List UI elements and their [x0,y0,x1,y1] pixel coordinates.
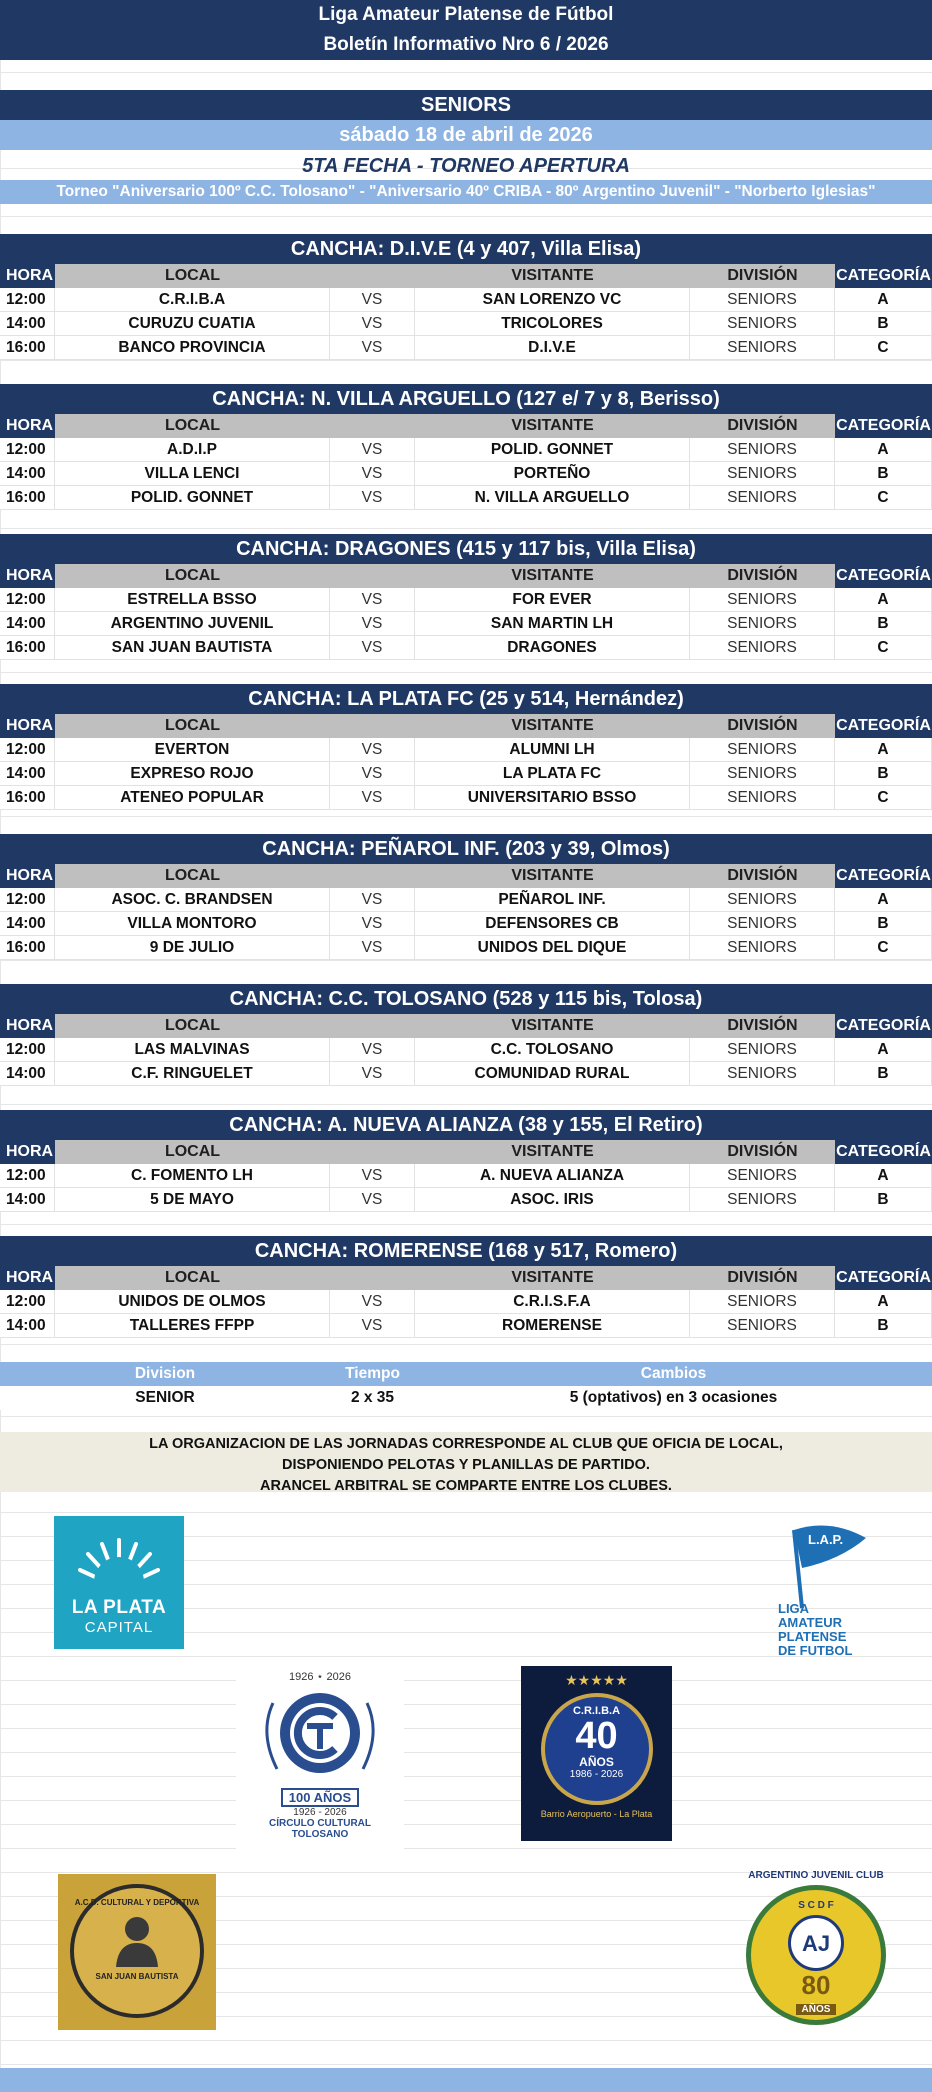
venue-title: CANCHA: A. NUEVA ALIANZA (38 y 155, El Retiro) [0,1110,932,1140]
match-division: SENIORS [690,588,835,611]
away-team: POLID. GONNET [415,438,690,461]
home-team: 5 DE MAYO [55,1188,330,1211]
col-local: LOCAL [55,1266,330,1290]
rules-time: 2 x 35 [350,1389,395,1406]
match-category: A [835,738,932,761]
match-row [0,738,932,762]
col-division: DIVISIÓN [690,1266,835,1290]
organization-notice [0,1432,932,1492]
tournament-name: Torneo "Aniversario 100º C.C. Tolosano" - "Aniversario 40º CRIBA - 80º Argentino Juvenil" - "Norberto Iglesias" [0,180,932,204]
match-time: 12:00 [0,1038,55,1061]
match-division: SENIORS [690,1062,835,1085]
col-local: LOCAL [55,264,330,288]
venue-title: CANCHA: LA PLATA FC (25 y 514, Hernández) [0,684,932,714]
vs-label: VS [330,312,415,335]
rules-changes: 5 (optativos) en 3 ocasiones [569,1389,778,1406]
match-category: C [835,936,932,959]
home-team: VILLA LENCI [55,462,330,485]
vs-label: VS [330,1062,415,1085]
col-division: DIVISIÓN [690,264,835,288]
argentino-juvenil-logo [716,1866,916,2036]
match-division: SENIORS [690,912,835,935]
column-header-row [0,864,932,888]
away-team: C.C. TOLOSANO [415,1038,690,1061]
venue-title: CANCHA: D.I.V.E (4 y 407, Villa Elisa) [0,234,932,264]
home-team: 9 DE JULIO [55,936,330,959]
col-division: DIVISIÓN [690,564,835,588]
vs-label: VS [330,1188,415,1211]
match-time: 14:00 [0,1062,55,1085]
match-time: 12:00 [0,1164,55,1187]
match-division: SENIORS [690,438,835,461]
rules-header-row [0,1362,932,1386]
col-division: DIVISIÓN [690,1014,835,1038]
match-row [0,612,932,636]
venue-block [0,984,932,1086]
away-team: A. NUEVA ALIANZA [415,1164,690,1187]
home-team: TALLERES FFPP [55,1314,330,1337]
match-row [0,462,932,486]
match-category: B [835,1062,932,1085]
footer-bar [0,2068,932,2092]
league-title: Liga Amateur Platense de Fútbol [0,0,932,30]
col-division: DIVISIÓN [690,414,835,438]
match-category: C [835,636,932,659]
vs-label: VS [330,462,415,485]
criba-stars: ★★★★★ [565,1672,628,1688]
argentino-anos: AÑOS [796,2004,837,2015]
lap-line2: AMATEUR [778,1615,843,1630]
col-hora: HORA [0,864,55,888]
round-title: 5TA FECHA - TORNEO APERTURA [302,155,630,177]
column-header-row [0,1140,932,1164]
column-header-row [0,1266,932,1290]
venue-block [0,1236,932,1338]
match-row [0,1290,932,1314]
away-team: ASOC. IRIS [415,1188,690,1211]
home-team: ARGENTINO JUVENIL [55,612,330,635]
notice-line-1: LA ORGANIZACION DE LAS JORNADAS CORRESPONDE AL CLUB QUE OFICIA DE LOCAL, [149,1436,783,1452]
match-category: A [835,888,932,911]
vs-label: VS [330,336,415,359]
notice-line-2: DISPONIENDO PELOTAS Y PLANILLAS DE PARTIDO. [282,1457,650,1473]
col-vs-spacer [330,414,415,438]
match-category: C [835,786,932,809]
away-team: ROMERENSE [415,1314,690,1337]
match-category: A [835,588,932,611]
venue-title: CANCHA: N. VILLA ARGUELLO (127 e/ 7 y 8, Berisso) [0,384,932,414]
col-division: DIVISIÓN [690,864,835,888]
home-team: C. FOMENTO LH [55,1164,330,1187]
sun-icon [74,1530,164,1592]
col-vs-spacer [330,264,415,288]
match-row [0,1314,932,1338]
match-time: 12:00 [0,288,55,311]
col-categoria: CATEGORÍA [835,414,932,438]
argentino-crest-icon [791,1918,841,1968]
match-category: A [835,1038,932,1061]
san-juan-bottom: SAN JUAN BAUTISTA [95,1972,179,1981]
col-vs-spacer [330,1014,415,1038]
argentino-sub: S C D F [798,1900,834,1911]
tolosano-name2: TOLOSANO [291,1829,349,1840]
col-hora: HORA [0,714,55,738]
match-division: SENIORS [690,312,835,335]
vs-label: VS [330,1038,415,1061]
vs-label: VS [330,1314,415,1337]
col-visitante: VISITANTE [415,264,690,288]
col-division: DIVISIÓN [690,714,835,738]
col-categoria: CATEGORÍA [835,714,932,738]
vs-label: VS [330,588,415,611]
match-row [0,762,932,786]
match-row [0,486,932,510]
criba-range: 1986 - 2026 [569,1769,624,1780]
away-team: D.I.V.E [415,336,690,359]
venue-block [0,834,932,960]
col-hora: HORA [0,1014,55,1038]
match-time: 12:00 [0,1290,55,1313]
match-time: 14:00 [0,1314,55,1337]
criba-logo [521,1666,672,1841]
match-time: 14:00 [0,312,55,335]
vs-label: VS [330,1290,415,1313]
match-category: B [835,1314,932,1337]
match-division: SENIORS [690,462,835,485]
vs-label: VS [330,912,415,935]
vs-label: VS [330,762,415,785]
col-division: DIVISIÓN [690,1140,835,1164]
match-row [0,636,932,660]
away-team: PEÑAROL INF. [415,888,690,911]
match-division: SENIORS [690,1038,835,1061]
venue-block [0,384,932,510]
col-categoria: CATEGORÍA [835,1014,932,1038]
venue-title: CANCHA: ROMERENSE (168 y 517, Romero) [0,1236,932,1266]
match-category: A [835,1164,932,1187]
home-team: C.R.I.B.A [55,288,330,311]
argentino-num: 80 [801,1970,831,2000]
tolosano-years: 1926 ⋆ 2026 [289,1671,351,1683]
away-team: N. VILLA ARGUELLO [415,486,690,509]
match-division: SENIORS [690,288,835,311]
match-category: B [835,762,932,785]
match-division: SENIORS [690,936,835,959]
vs-label: VS [330,486,415,509]
match-division: SENIORS [690,1290,835,1313]
tolosano-crest-icon [255,1683,385,1783]
away-team: PORTEÑO [415,462,690,485]
home-team: UNIDOS DE OLMOS [55,1290,330,1313]
san-juan-bautista-logo [58,1874,216,2030]
svg-text:AJ: AJ [801,1931,831,1956]
person-icon [112,1911,162,1967]
match-date: sábado 18 de abril de 2026 [0,120,932,150]
match-time: 14:00 [0,1188,55,1211]
home-team: A.D.I.P [55,438,330,461]
tolosano-badge: 100 AÑOS [281,1788,359,1807]
tolosano-name1: CÍRCULO CULTURAL [268,1818,372,1829]
match-division: SENIORS [690,612,835,635]
vs-label: VS [330,936,415,959]
match-category: C [835,486,932,509]
lap-logo [770,1520,900,1670]
vs-label: VS [330,888,415,911]
away-team: SAN LORENZO VC [415,288,690,311]
tolosano-range: 1926 - 2026 [293,1807,347,1818]
col-categoria: CATEGORÍA [835,564,932,588]
match-time: 14:00 [0,462,55,485]
match-time: 14:00 [0,762,55,785]
match-time: 14:00 [0,612,55,635]
match-division: SENIORS [690,1188,835,1211]
criba-anos: AÑOS [579,1755,614,1769]
rules-division: SENIOR [135,1389,195,1406]
match-row [0,438,932,462]
match-row [0,1038,932,1062]
home-team: ASOC. C. BRANDSEN [55,888,330,911]
match-division: SENIORS [690,1164,835,1187]
match-time: 16:00 [0,786,55,809]
criba-name: C.R.I.B.A [572,1705,621,1717]
away-team: COMUNIDAD RURAL [415,1062,690,1085]
match-time: 12:00 [0,438,55,461]
vs-label: VS [330,1164,415,1187]
away-team: LA PLATA FC [415,762,690,785]
match-row [0,1188,932,1212]
match-time: 12:00 [0,888,55,911]
match-time: 16:00 [0,636,55,659]
col-visitante: VISITANTE [415,1266,690,1290]
away-team: DRAGONES [415,636,690,659]
notice-line-3: ARANCEL ARBITRAL SE COMPARTE ENTRE LOS CLUBES. [260,1478,672,1492]
match-row [0,1062,932,1086]
home-team: C.F. RINGUELET [55,1062,330,1085]
criba-num: 40 [575,1715,618,1757]
away-team: SAN MARTIN LH [415,612,690,635]
col-local: LOCAL [55,864,330,888]
col-categoria: CATEGORÍA [835,864,932,888]
lap-flag-text: L.A.P. [808,1532,844,1547]
col-categoria: CATEGORÍA [835,264,932,288]
la-plata-capital-logo [54,1516,184,1649]
match-division: SENIORS [690,336,835,359]
vs-label: VS [330,738,415,761]
vs-label: VS [330,288,415,311]
match-category: A [835,288,932,311]
rules-col-tiempo: Tiempo [345,1365,400,1382]
match-time: 14:00 [0,912,55,935]
away-team: ALUMNI LH [415,738,690,761]
away-team: TRICOLORES [415,312,690,335]
column-header-row [0,564,932,588]
column-header-row [0,264,932,288]
venue-title: CANCHA: C.C. TOLOSANO (528 y 115 bis, Tolosa) [0,984,932,1014]
column-header-row [0,714,932,738]
match-division: SENIORS [690,636,835,659]
match-division: SENIORS [690,1314,835,1337]
col-visitante: VISITANTE [415,864,690,888]
col-hora: HORA [0,264,55,288]
home-team: BANCO PROVINCIA [55,336,330,359]
venue-block [0,234,932,360]
match-time: 16:00 [0,486,55,509]
col-visitante: VISITANTE [415,1140,690,1164]
lap-line3: PLATENSE [778,1629,847,1644]
match-category: A [835,438,932,461]
away-team: DEFENSORES CB [415,912,690,935]
home-team: CURUZU CUATIA [55,312,330,335]
venue-title: CANCHA: PEÑAROL INF. (203 y 39, Olmos) [0,834,932,864]
vs-label: VS [330,612,415,635]
home-team: POLID. GONNET [55,486,330,509]
match-category: C [835,336,932,359]
home-team: VILLA MONTORO [55,912,330,935]
vs-label: VS [330,438,415,461]
col-local: LOCAL [55,564,330,588]
match-division: SENIORS [690,762,835,785]
away-team: FOR EVER [415,588,690,611]
col-visitante: VISITANTE [415,564,690,588]
match-time: 16:00 [0,336,55,359]
match-category: A [835,1290,932,1313]
vs-label: VS [330,636,415,659]
home-team: EVERTON [55,738,330,761]
col-visitante: VISITANTE [415,714,690,738]
col-vs-spacer [330,1140,415,1164]
match-time: 12:00 [0,738,55,761]
rules-row [0,1386,932,1410]
match-row [0,936,932,960]
lap-line1: LIGA [778,1601,810,1616]
bulletin-number: Boletín Informativo Nro 6 / 2026 [0,30,932,60]
match-division: SENIORS [690,888,835,911]
match-row [0,786,932,810]
home-team: ATENEO POPULAR [55,786,330,809]
match-time: 12:00 [0,588,55,611]
match-category: B [835,462,932,485]
col-local: LOCAL [55,1014,330,1038]
home-team: EXPRESO ROJO [55,762,330,785]
vs-label: VS [330,786,415,809]
division-banner: SENIORS [0,90,932,120]
home-team: LAS MALVINAS [55,1038,330,1061]
rules-col-cambios: Cambios [640,1365,707,1382]
venue-block [0,534,932,660]
cc-tolosano-logo [236,1666,404,1849]
argentino-name: ARGENTINO JUVENIL CLUB [748,1870,884,1881]
match-category: B [835,1188,932,1211]
away-team: UNIVERSITARIO BSSO [415,786,690,809]
col-vs-spacer [330,1266,415,1290]
match-division: SENIORS [690,486,835,509]
criba-barrio: Barrio Aeropuerto - La Plata [540,1809,653,1819]
col-vs-spacer [330,714,415,738]
match-row [0,312,932,336]
venue-title: CANCHA: DRAGONES (415 y 117 bis, Villa Elisa) [0,534,932,564]
col-local: LOCAL [55,714,330,738]
lap-line4: DE FUTBOL [778,1643,853,1658]
match-row [0,588,932,612]
away-team: UNIDOS DEL DIQUE [415,936,690,959]
col-categoria: CATEGORÍA [835,1140,932,1164]
column-header-row [0,414,932,438]
rules-col-division: Division [134,1365,196,1382]
venue-block [0,684,932,810]
col-hora: HORA [0,1266,55,1290]
col-local: LOCAL [55,1140,330,1164]
column-header-row [0,1014,932,1038]
col-vs-spacer [330,864,415,888]
match-row [0,888,932,912]
col-categoria: CATEGORÍA [835,1266,932,1290]
la-plata-line1: LA PLATA [71,1597,167,1618]
col-visitante: VISITANTE [415,1014,690,1038]
match-row [0,288,932,312]
match-division: SENIORS [690,738,835,761]
match-time: 16:00 [0,936,55,959]
match-row [0,336,932,360]
col-local: LOCAL [55,414,330,438]
la-plata-line2: CAPITAL [84,1619,154,1636]
home-team: SAN JUAN BAUTISTA [55,636,330,659]
match-category: B [835,912,932,935]
san-juan-arc: A.C.D. CULTURAL Y DEPORTIVA [74,1898,200,1907]
venue-block [0,1110,932,1212]
match-category: B [835,612,932,635]
col-hora: HORA [0,1140,55,1164]
match-category: B [835,312,932,335]
col-visitante: VISITANTE [415,414,690,438]
col-hora: HORA [0,414,55,438]
col-vs-spacer [330,564,415,588]
away-team: C.R.I.S.F.A [415,1290,690,1313]
col-hora: HORA [0,564,55,588]
match-row [0,1164,932,1188]
home-team: ESTRELLA BSSO [55,588,330,611]
match-division: SENIORS [690,786,835,809]
match-row [0,912,932,936]
